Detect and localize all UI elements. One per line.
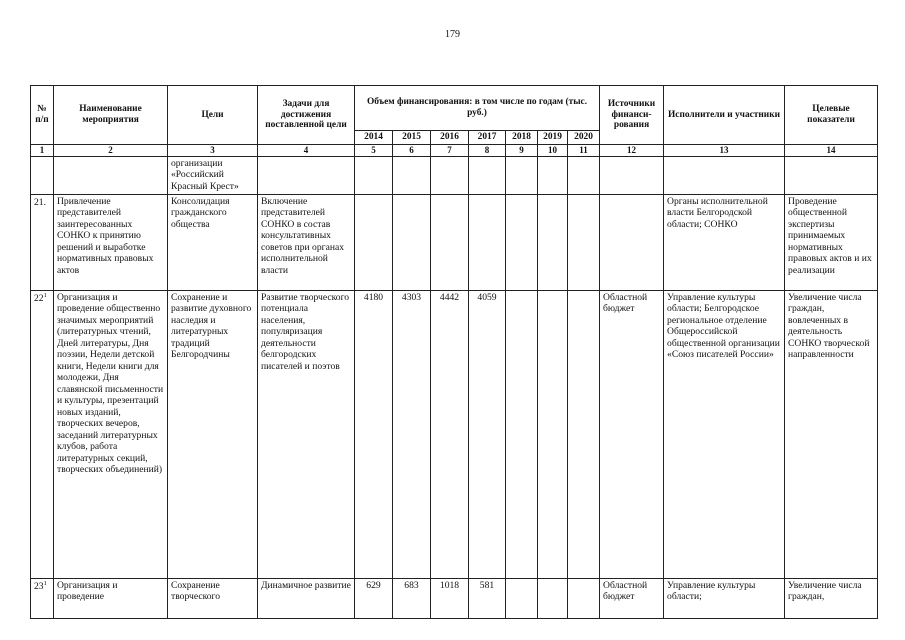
- header-year: 2014: [355, 131, 393, 145]
- header-goals: Цели: [168, 86, 258, 145]
- row-tasks: Развитие творческого потенциала населения, популяризация деятельности белгородских писателей и поэтов: [258, 290, 355, 578]
- table-row: [31, 194, 878, 290]
- row-indicators: Проведение общественной экспертизы принимаемых нормативных правовых актов и их реализации: [785, 194, 878, 290]
- row-source: [600, 194, 664, 290]
- row-tasks: [258, 156, 355, 194]
- row-value-2019: [538, 156, 568, 194]
- row-indicators: [785, 156, 878, 194]
- column-number: 14: [785, 145, 878, 157]
- header-no: № п/п: [31, 86, 54, 145]
- row-value-2015: 683: [393, 578, 431, 618]
- row-value-2017: 4059: [469, 290, 506, 578]
- row-value-2015: [393, 194, 431, 290]
- row-indicators: Увеличение числа граждан,: [785, 578, 878, 618]
- row-goals: организации «Российский Красный Крест»: [168, 156, 258, 194]
- table-row: [31, 578, 878, 618]
- row-no-sup: 1: [43, 291, 47, 299]
- header-year: 2017: [469, 131, 506, 145]
- row-value-2019: [538, 194, 568, 290]
- column-number: 2: [54, 145, 168, 157]
- header-funding: Объем финансирования: в том числе по годам (тыс. руб.): [355, 86, 600, 131]
- row-no-sup: 1: [43, 579, 47, 587]
- program-table: [30, 85, 878, 619]
- row-no: [31, 194, 54, 290]
- row-name: Организация и проведение общественно значимых мероприятий (литературных чтений, Дней литературы, Дня поэзии, Недели детской книги, Недели книги для молодежи, Дня славянской письменности и культуры, презентаций новых изданий, творческих вечеров, заседаний литературных клубов, работа литературных секций, творческих объединений): [54, 290, 168, 578]
- row-value-2018: [506, 290, 538, 578]
- row-source: Областной бюджет: [600, 578, 664, 618]
- row-value-2017: [469, 194, 506, 290]
- row-value-2017: 581: [469, 578, 506, 618]
- row-no-text: 23: [34, 580, 44, 592]
- table-row: [31, 156, 878, 194]
- row-value-2014: [355, 156, 393, 194]
- header-name: Наименование мероприятия: [54, 86, 168, 145]
- row-value-2018: [506, 156, 538, 194]
- column-number: 9: [506, 145, 538, 157]
- column-number: 13: [664, 145, 785, 157]
- column-number: 5: [355, 145, 393, 157]
- header-year: 2018: [506, 131, 538, 145]
- header-sources: Источники финанси-рования: [600, 86, 664, 145]
- row-value-2020: [568, 156, 600, 194]
- row-value-2020: [568, 194, 600, 290]
- column-number: 1: [31, 145, 54, 157]
- row-executors: Органы исполнительной власти Белгородской области; СОНКО: [664, 194, 785, 290]
- row-value-2016: 4442: [431, 290, 469, 578]
- header-row-top: [31, 86, 878, 131]
- header-year: 2019: [538, 131, 568, 145]
- column-number: 8: [469, 145, 506, 157]
- row-value-2014: [355, 194, 393, 290]
- row-indicators: Увеличение числа граждан, вовлеченных в деятельность СОНКО творческой направленности: [785, 290, 878, 578]
- row-name: Привлечение представителей заинтересованных СОНКО к принятию решений и выработке нормативных правовых актов: [54, 194, 168, 290]
- row-tasks: Включение представителей СОНКО в состав консультативных советов при органах исполнительной власти: [258, 194, 355, 290]
- row-value-2015: [393, 156, 431, 194]
- row-no-text: 21.: [34, 196, 46, 208]
- row-name: Организация и проведение: [54, 578, 168, 618]
- header-indicators: Целевые показатели: [785, 86, 878, 145]
- row-goals: Сохранение и развитие духовного наследия и литературных традиций Белгородчины: [168, 290, 258, 578]
- table-row: [31, 290, 878, 578]
- header-tasks: Задачи для достижения поставленной цели: [258, 86, 355, 145]
- row-value-2016: 1018: [431, 578, 469, 618]
- header-year: 2020: [568, 131, 600, 145]
- row-value-2016: [431, 194, 469, 290]
- row-source: Областной бюджет: [600, 290, 664, 578]
- header-year: 2015: [393, 131, 431, 145]
- column-number: 4: [258, 145, 355, 157]
- row-value-2016: [431, 156, 469, 194]
- row-executors: Управление культуры области;: [664, 578, 785, 618]
- row-executors: [664, 156, 785, 194]
- row-no: [31, 578, 54, 618]
- row-value-2018: [506, 578, 538, 618]
- row-value-2018: [506, 194, 538, 290]
- row-source: [600, 156, 664, 194]
- header-year: 2016: [431, 131, 469, 145]
- row-value-2020: [568, 290, 600, 578]
- row-value-2020: [568, 578, 600, 618]
- row-value-2014: 4180: [355, 290, 393, 578]
- row-no-text: 22: [34, 292, 44, 304]
- column-number: 3: [168, 145, 258, 157]
- row-value-2014: 629: [355, 578, 393, 618]
- column-number-row: [31, 145, 878, 157]
- row-name: [54, 156, 168, 194]
- row-goals: Консолидация гражданского общества: [168, 194, 258, 290]
- column-number: 12: [600, 145, 664, 157]
- row-value-2017: [469, 156, 506, 194]
- column-number: 6: [393, 145, 431, 157]
- row-no: [31, 290, 54, 578]
- row-tasks: Динамичное развитие: [258, 578, 355, 618]
- row-no: [31, 156, 54, 194]
- row-value-2015: 4303: [393, 290, 431, 578]
- header-executors: Исполнители и участники: [664, 86, 785, 145]
- row-value-2019: [538, 578, 568, 618]
- column-number: 11: [568, 145, 600, 157]
- page-number: 179: [445, 29, 460, 40]
- row-value-2019: [538, 290, 568, 578]
- column-number: 10: [538, 145, 568, 157]
- column-number: 7: [431, 145, 469, 157]
- row-goals: Сохранение творческого: [168, 578, 258, 618]
- row-executors: Управление культуры области; Белгородское региональное отделение Общероссийской общественной организации «Союз писателей России»: [664, 290, 785, 578]
